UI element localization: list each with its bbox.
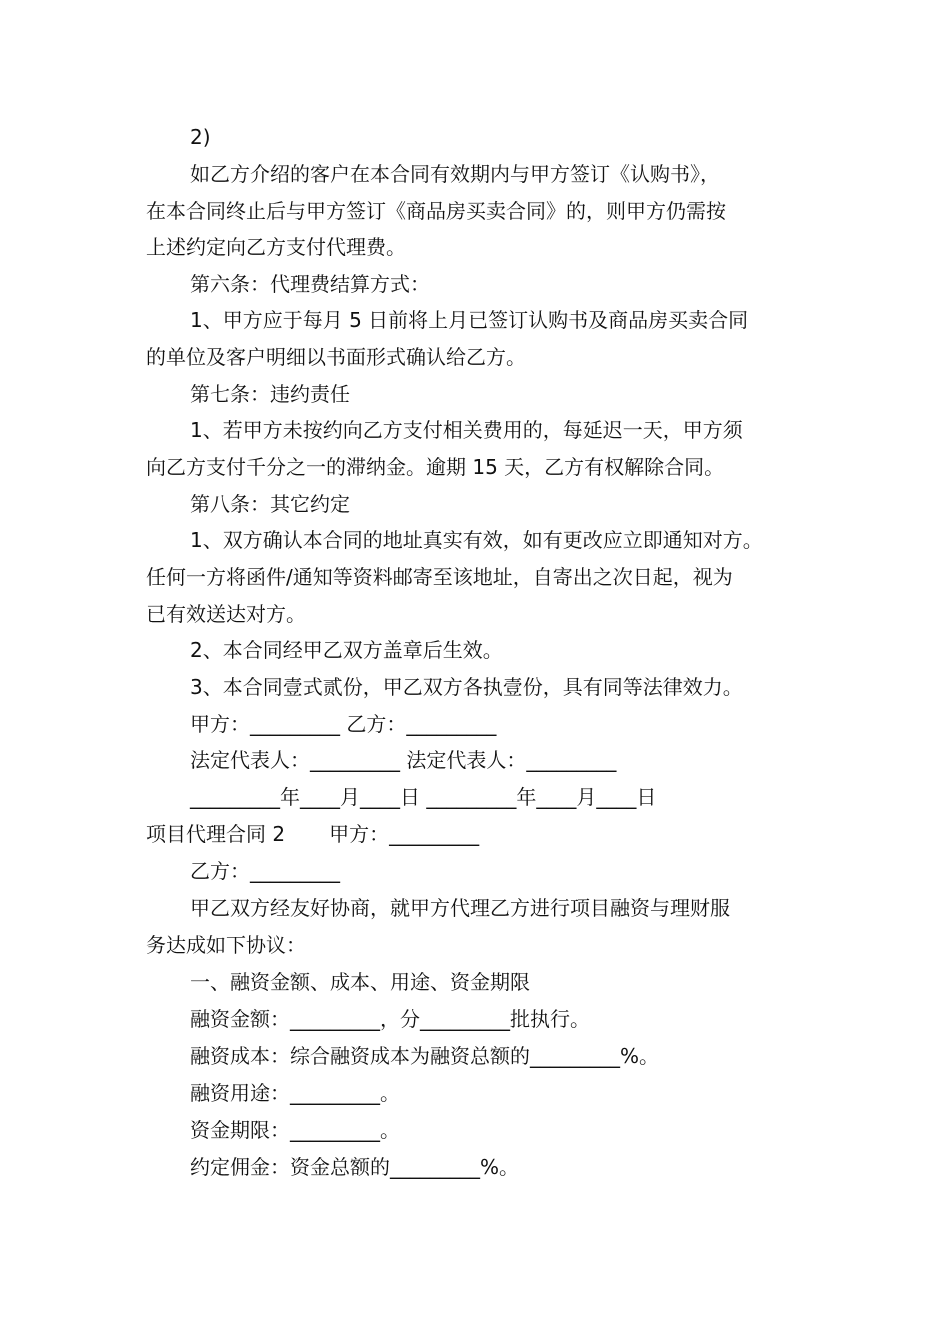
party-a-field: 甲方：_________ xyxy=(329,822,480,846)
paragraph-line: 的单位及客户明细以书面形式确认给乙方。 xyxy=(146,345,526,369)
paragraph-line: 1、若甲方未按约向乙方支付相关费用的，每延迟一天，甲方须 xyxy=(190,418,743,442)
article-heading: 第七条：违约责任 xyxy=(190,382,350,406)
signature-line-parties: 甲方：_________ 乙方：_________ xyxy=(190,712,497,736)
paragraph-line: 向乙方支付千分之一的滞纳金。逾期 15 天，乙方有权解除合同。 xyxy=(146,455,725,479)
paragraph-line: 已有效送达对方。 xyxy=(146,602,306,626)
signature-line-dates: _________年____月____日 _________年____月____日 xyxy=(190,785,657,809)
paragraph-line: 1、双方确认本合同的地址真实有效，如有更改应立即通知对方。 xyxy=(190,528,763,552)
article-heading: 第六条：代理费结算方式： xyxy=(190,272,430,296)
contract-title-line xyxy=(146,820,479,848)
paragraph-line: 在本合同终止后与甲方签订《商品房买卖合同》的，则甲方仍需按 xyxy=(146,199,726,223)
party-b-field: 乙方：_________ xyxy=(190,859,340,883)
paragraph-line: 2、本合同经甲乙双方盖章后生效。 xyxy=(190,638,503,662)
signature-line-representatives: 法定代表人：_________ 法定代表人：_________ xyxy=(190,748,617,772)
contract-title: 项目代理合同 2 xyxy=(146,822,286,846)
agreed-commission: 约定佣金：资金总额的_________%。 xyxy=(190,1155,520,1179)
paragraph-line: 务达成如下协议： xyxy=(146,933,306,957)
financing-amount: 融资金额：_________，分_________批执行。 xyxy=(190,1007,590,1031)
financing-purpose: 融资用途：_________。 xyxy=(190,1081,400,1105)
paragraph-line: 如乙方介绍的客户在本合同有效期内与甲方签订《认购书》， xyxy=(190,162,720,186)
paragraph-line: 甲乙双方经友好协商，就甲方代理乙方进行项目融资与理财服 xyxy=(190,896,730,920)
funding-term: 资金期限：_________。 xyxy=(190,1118,400,1142)
financing-cost: 融资成本：综合融资成本为融资总额的_________%。 xyxy=(190,1044,660,1068)
section-heading: 一、融资金额、成本、用途、资金期限 xyxy=(190,970,530,994)
list-marker: 2) xyxy=(190,125,211,149)
paragraph-line: 上述约定向乙方支付代理费。 xyxy=(146,235,406,259)
paragraph-line: 3、本合同壹式贰份，甲乙双方各执壹份，具有同等法律效力。 xyxy=(190,675,743,699)
paragraph-line: 任何一方将函件/通知等资料邮寄至该地址，自寄出之次日起，视为 xyxy=(146,565,733,589)
paragraph-line: 1、甲方应于每月 5 日前将上月已签订认购书及商品房买卖合同 xyxy=(190,308,749,332)
article-heading: 第八条：其它约定 xyxy=(190,492,350,516)
